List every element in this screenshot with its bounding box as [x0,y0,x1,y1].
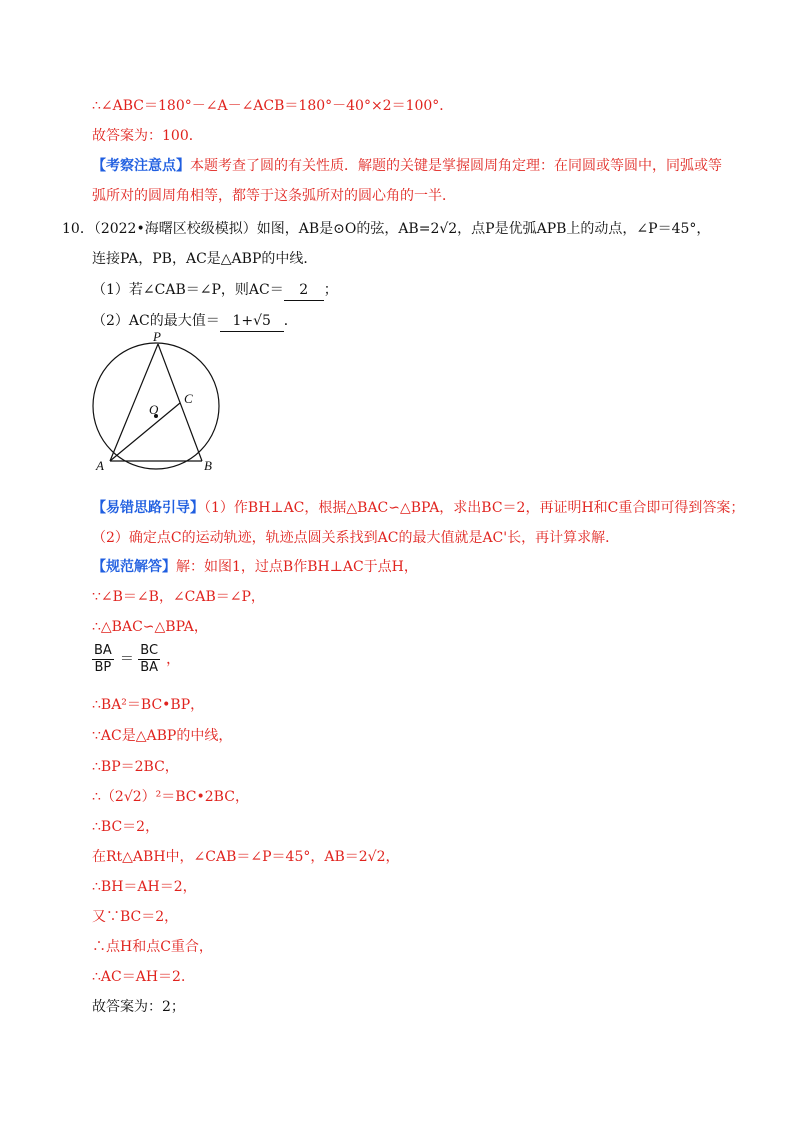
question-2: （2）AC的最大值＝ 1+√5 ． [92,311,298,332]
problem-line2: 连接PA，PB，AC是△ABP的中线． [92,251,318,267]
label-b: B [204,458,212,473]
hint-line2: （2）确定点C的运动轨迹，轨迹点圆关系找到AC的最大值就是AC'长，再计算求解． [92,530,620,546]
solution-step: ∴（2√2）²＝BC•2BC， [92,789,249,805]
problem-number: 10． [62,221,94,237]
q1-answer: 2 [284,280,324,301]
prev-note-line1: 【考察注意点】本题考查了圆的有关性质．解题的关键是掌握圆周角定理：在同圆或等圆中，同弧或等 [92,158,722,174]
note-tag: 【考察注意点】 [92,158,190,174]
solution-step: ∵AC是△ABP的中线， [92,728,233,744]
final-answer: 故答案为：2； [92,999,185,1015]
fraction-bc-ba: $\frac{BC}{BA}$ [140,643,159,675]
q2-answer: 1+√5 [220,311,284,332]
solution-intro: 【规范解答】解：如图1，过点B作BH⊥AC于点H， [92,559,418,575]
solution-step: ∴△BAC∽△BPA， [92,619,208,635]
circle-figure [88,330,248,480]
prev-answer: 故答案为：100． [92,128,203,144]
prev-conclusion: ∴∠ABC＝180°－∠A－∠ACB＝180°－40°×2＝100°． [92,98,454,114]
label-o: O [149,402,159,417]
solution-tag: 【规范解答】 [92,559,176,575]
label-p: P [153,330,161,344]
hint-line1: 【易错思路引导】（1）作BH⊥AC，根据△BAC∽△BPA，求出BC＝2，再证明H和C重合即可得到答案； [92,500,745,516]
solution-step: 又∵BC＝2， [92,909,179,925]
solution-step: ∴点H和点C重合， [92,939,213,955]
solution-step: ∵∠B＝∠B，∠CAB＝∠P， [92,589,265,605]
question-1: （1）若∠CAB＝∠P，则AC＝ 2 ； [92,280,338,301]
hint-tag: 【易错思路引导】 [92,500,204,516]
fraction-ba-bp: $\frac{BA}{BP}$ [94,643,112,675]
prev-note-line2: 弧所对的圆周角相等，都等于这条弧所对的圆心角的一半． [92,188,456,204]
segment-ac [110,403,180,461]
solution-step: ∴AC＝AH＝2． [92,969,195,985]
solution-step: ∴BC＝2， [92,819,160,835]
solution-step: ∴BA²＝BC•BP， [92,697,205,713]
problem-line1: 10．（2022•海曙区校级模拟）如图，AB是⊙O的弦，AB=2√2，点P是优弧APB上的动点，∠P＝45°， [62,221,711,237]
label-c: C [184,391,193,406]
label-a: A [96,458,104,473]
solution-step: 在Rt△ABH中，∠CAB＝∠P＝45°，AB＝2√2， [92,849,400,865]
ratio-equation: $\frac{BA}{BP}$ ＝ $\frac{BC}{BA}$ ， [94,643,181,675]
solution-step: ∴BH＝AH＝2， [92,879,197,895]
segment-pb [158,344,202,461]
solution-step: ∴BP＝2BC， [92,759,179,775]
